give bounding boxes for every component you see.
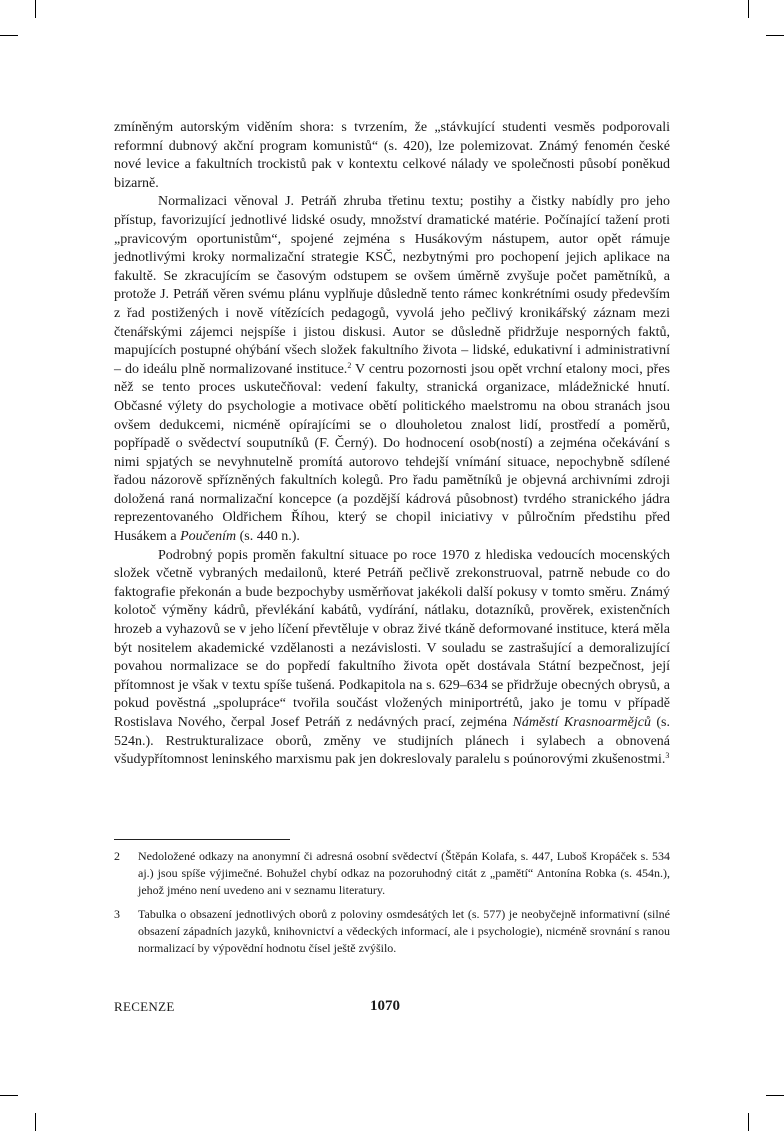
footnote-number: 2: [114, 849, 120, 863]
footnote-3: [114, 906, 670, 958]
text-run: zmíněným autorským viděním shora: s tvrzením, že „stávkující studenti vesměs podporovali reformní dubnový akční program komunistů“ (s. 420), lze polemizovat. Známý fenomén české nové levice a fakultních trockistů pak v kontextu celkové nálady ve společnosti působí poněkud bizarně.: [114, 120, 670, 191]
paragraph: [114, 119, 670, 193]
running-head: RECENZE: [114, 999, 175, 1014]
page-number: 1070: [370, 998, 400, 1014]
crop-mark: [0, 1095, 18, 1096]
italic-title: Náměstí Krasnoarmějců: [512, 715, 651, 730]
footnote-text: Tabulka o obsazení jednotlivých oborů z poloviny osmdesátých let (s. 577) je neobyčejně informativní (silné obsazení západních jazyků, knihovnictví a vědeckých informací, ale i psychologie), nicméně srovnání s ranou normalizací by výpovědní hodnotu čísel ještě zvýšilo.: [138, 906, 670, 956]
crop-mark: [748, 1113, 749, 1131]
footnote-divider: [114, 839, 290, 840]
crop-mark: [748, 0, 749, 18]
footnote-text: Nedoložené odkazy na anonymní či adresná osobní svědectví (Štěpán Kolafa, s. 447, Luboš Kropáček s. 534 aj.) jsou spíše výjimečné. Bohužel chybí odkaz na pozoruhodný citát z „pamětí“ Antonína Robka (s. 454n.), jehož jméno není uvedeno ani v seznamu literatury.: [138, 849, 670, 898]
footnote-2: [114, 848, 670, 900]
text-run: V centru pozornosti jsou opět vrchní etalony moci, přes něž se tento proces uskutečňoval: vedení fakulty, stranická organizace, mládežnické hnutí. Občasné výlety do psychologie a motivace obětí politického maelstromu na obou stranách jsou ovšem dedukcemi, nicméně opírajícími se o dlouholetou znalost lidí, prostředí a poměrů, popřípadě o svědectví souputníků (F. Černý). Do hodnocení osob(ností) a zejména očekávání s nimi spjatých se nevyhnutelně promítá autorovo tehdejší vnímání situace, nepochybně sdílené řadou názorově spřízněných fakultních kolegů. Pro řadu pamětníků je objevná archivními zdroji doložená raná normalizační koncepce (a pozdější kádrová působnost) tvrdého stranického jádra reprezentovaného Oldřichem Říhou, který se chopil iniciativy v půlročním předstihu před Husákem a: [114, 361, 671, 545]
text-run: Normalizaci věnoval J. Petráň zhruba třetinu textu; postihy a čistky nabídly pro jeho přístup, favorizující jednotlivé lidské osudy, množství dramatické matérie. Počínající tažení proti „pravicovým oportunistům“, spojené zejména s Husákovým nástupem, autor opět rámuje jednotlivými kroky normalizační strategie KSČ, nezbytnými pro pochopení jejich aplikace na fakultě. Se zkracujícím se časovým odstupem se ovšem úměrně zvyšuje počet pamětníků, a protože J. Petráň věren svému plánu vyplňuje důsledně tento rámec konkrétními osudy především z řad postižených i nově vítězících pedagogů, vyvolá jeho pečlivý kronikářský záznam mezi čtenářskými zájemci nejspíše i jistou diskusi. Autor se důsledně přidržuje nesporných faktů, mapujících postupné ohýbání všech složek fakultního života – lidské, edukativní i administrativní – do ideálu plně normalizované instituce.: [114, 194, 670, 377]
footnotes: [114, 848, 670, 963]
text-run: Podrobný popis proměn fakultní situace po roce 1970 z hlediska vedoucích mocenských složek včetně vybraných medailonů, které Petráň pečlivě zrekonstruoval, patrně nebude co do faktografie překonán a bude bezpochyby usměrňovat jakékoli další pokusy v tomto směru. Známý kolotoč výměny kádrů, převlékání kabátů, vydírání, nátlaku, dotazníků, prověrek, existenčních hrozeb a vyhazovů se v jeho líčení převtěluje v obraz živé tkáně deformované instituce, která měla být nositelem akademické vzdělanosti a nezávislosti. V souladu se zastrašující a demoralizující povahou normalizace se do popředí fakultního života opět dostávala Státní bezpečnost, její přítomnost je však v textu spíše tušená. Podkapitola na s. 629–634 se přidržuje obecných obrysů, a pokud pověstná „spolupráce“ tvořila součást vložených miniportrétů, jako je tomu v případě Rostislava Nového, čerpal Josef Petráň z nedávných prací, zejména: [114, 547, 670, 730]
crop-mark: [766, 35, 784, 36]
footnote-reference: 3: [665, 751, 670, 761]
text-run: (s. 524n.). Restrukturalizace oborů, změny ve studijních plánech i sylabech a obnovená všudypřítomnost leninského marxismu pak jen dokreslovaly paralelu s poúnorovými zkušenostmi.: [114, 715, 671, 768]
italic-title: Poučením: [180, 529, 237, 545]
footnote-reference: 2: [347, 360, 352, 370]
crop-mark: [766, 1095, 784, 1096]
crop-mark: [35, 0, 36, 18]
crop-mark: [35, 1113, 36, 1131]
body-text: [114, 119, 670, 770]
crop-mark: [0, 35, 18, 36]
paragraph: [114, 547, 670, 770]
paragraph: [114, 193, 670, 546]
footnote-number: 3: [114, 906, 120, 921]
text-run: (s. 440 n.).: [236, 529, 300, 545]
